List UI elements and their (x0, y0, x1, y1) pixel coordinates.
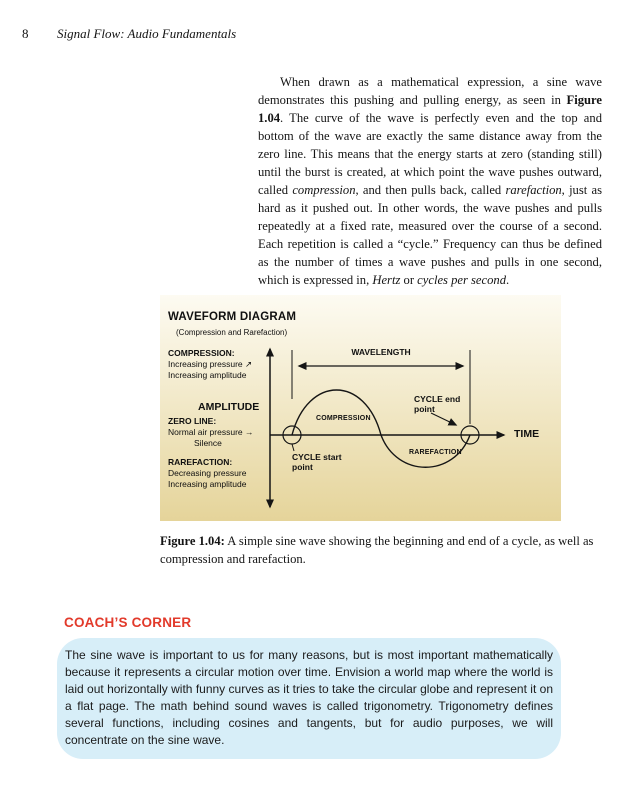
zero-line-label-heading: ZERO LINE: (168, 416, 217, 426)
body-paragraph: When drawn as a mathematical expression, a sine wave demonstrates this pushing and pulling energy, as seen in Figure 1.04. The curve of the wave is perfectly even and the top and bottom of the wave are exactly the same distance away from the zero line. This means that the energy starts at zero (standing still) until the burst is created, at which point the wave pushes outward, called compression, and then pulls back, called rarefaction, just as hard as it pushed out. In other words, the wave pushes and pulls repeatedly at a fixed rate, measured over the course of a second. Each repetition is called a “cycle.” Frequency can thus be defined as the number of times a wave pushes and pulls in one second, which is expressed in, Hertz or cycles per second. (258, 75, 602, 287)
compression-label-line2: Increasing amplitude (168, 370, 247, 380)
cycle-end-pointer (431, 413, 456, 425)
cycle-start-label-line1: CYCLE start (292, 452, 342, 462)
waveform-figure (160, 295, 561, 521)
running-title: Signal Flow: Audio Fundamentals (57, 26, 237, 41)
coachs-corner-heading: COACH’S CORNER (64, 615, 192, 630)
caption-label: Figure 1.04: (160, 534, 225, 548)
time-label: TIME (514, 428, 540, 440)
wavelength-label: WAVELENGTH (351, 347, 411, 357)
figure-caption (160, 532, 605, 568)
cycle-end-label (414, 394, 460, 414)
rarefaction-label-line1: Decreasing pressure (168, 468, 247, 478)
cycle-start-pointer (292, 444, 294, 451)
cycle-end-label-line1: CYCLE end (414, 394, 461, 404)
compression-curve-label: COMPRESSION (316, 415, 371, 422)
coachs-corner-box (57, 638, 561, 759)
rarefaction-label-heading: RAREFACTION: (168, 457, 233, 467)
rarefaction-curve-label: RAREFACTION (409, 449, 462, 456)
compression-label-line1: Increasing pressure ↗ (168, 359, 253, 369)
cycle-end-label-line2: point (414, 404, 435, 414)
cycle-start-label-line2: point (292, 462, 313, 472)
amplitude-label: AMPLITUDE (198, 401, 260, 413)
page-number: 8 (22, 26, 29, 41)
zero-line-label-line1: Normal air pressure → (168, 427, 254, 437)
diagram-title: WAVEFORM DIAGRAM (168, 311, 297, 323)
diagram-subtitle: (Compression and Rarefaction) (176, 328, 288, 337)
compression-label (168, 348, 252, 381)
cycle-start-label (292, 452, 342, 472)
rarefaction-label (168, 457, 246, 490)
zero-line-label-line2: Silence (194, 438, 222, 448)
coachs-corner-text: The sine wave is important to us for many reasons, but is most important mathematically because it represents a circular motion over time. Envision a world map where the world is laid out horizontally with funny curves as it tries to take the circular globe and represent it on a flat page. The math behind sound waves is called trigonometry. Trigonometry defines several functions, including cosines and tangents, but for audio purposes, we will concentrate on the sine wave. (65, 648, 553, 747)
rarefaction-label-line2: Increasing amplitude (168, 479, 247, 489)
compression-label-heading: COMPRESSION: (168, 348, 235, 358)
zero-line-label (168, 416, 254, 449)
caption-text: A simple sine wave showing the beginning and end of a cycle, as well as compression and rarefaction. (160, 534, 594, 566)
